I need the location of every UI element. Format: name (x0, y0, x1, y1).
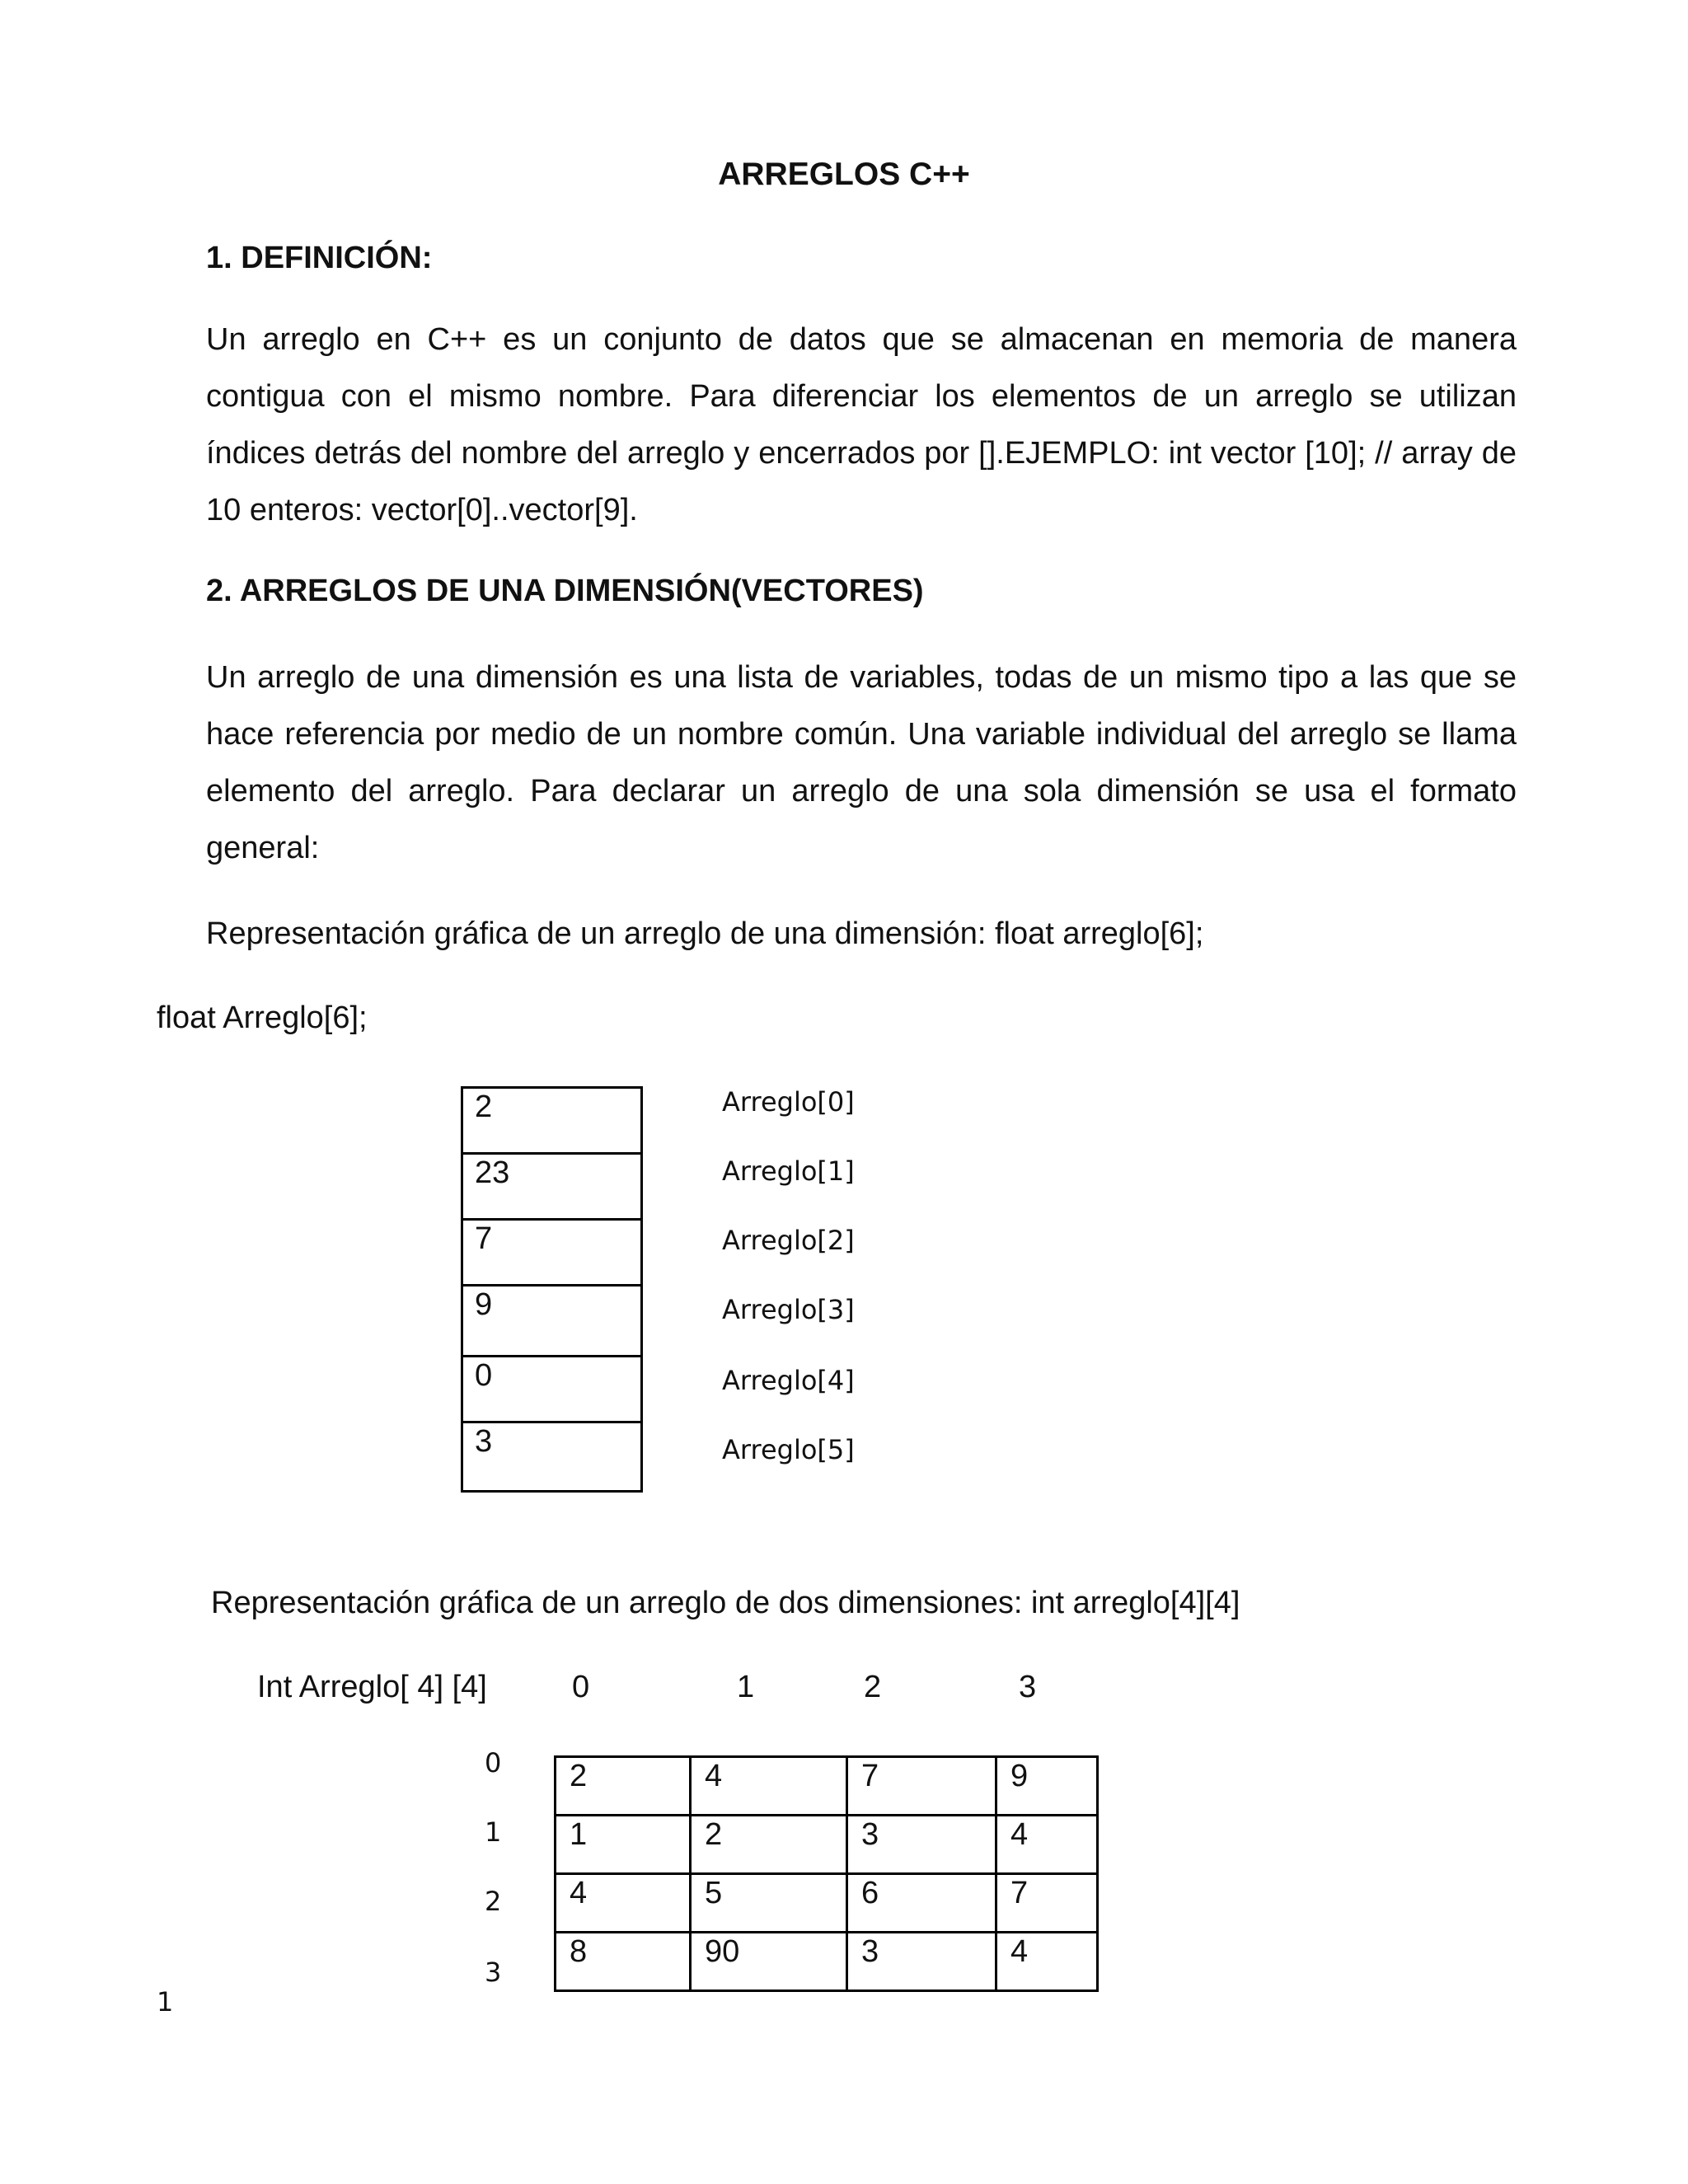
vector-row (462, 1357, 642, 1422)
matrix-cell: 1 (556, 1816, 691, 1874)
vector-label: Arreglo[0] (722, 1086, 855, 1118)
matrix-declaration: Int Arreglo[ 4] [4] (257, 1670, 487, 1704)
section-2-paragraph: Un arreglo de una dimensión es una lista de variables, todas de un mismo tipo a las que se hace referencia por medio de un nombre común. Una variable individual del arreglo se llama elemento del arreglo. Para declarar un arreglo de una sola dimensión se usa el formato general: (206, 660, 1517, 865)
vector-row (462, 1286, 642, 1357)
vector-row (462, 1220, 642, 1286)
section-1-paragraph: Un arreglo en C++ es un conjunto de datos que se almacenan en memoria de manera contigua con el mismo nombre. Para diferenciar los elementos de un arreglo se utilizan índices detrás del nombre del arreglo y encerrados por [].EJEMPLO: int vector [10]; // array de 10 enteros: vector[0]..vector[9]. (206, 322, 1517, 527)
vector-cell: 2 (462, 1088, 642, 1154)
matrix-cell: 6 (847, 1874, 996, 1933)
two-dimension-representation-line: Representación gráfica de un arreglo de dos dimensiones: int arreglo[4][4] (211, 1586, 1240, 1620)
vector-label: Arreglo[4] (722, 1365, 855, 1396)
matrix-cell: 5 (691, 1874, 847, 1933)
matrix-cell: 7 (996, 1874, 1098, 1933)
vector-row (462, 1422, 642, 1492)
matrix-cell: 4 (556, 1874, 691, 1933)
matrix-cell: 8 (556, 1933, 691, 1991)
row-index: 3 (485, 1957, 502, 1988)
matrix-cell: 4 (691, 1757, 847, 1816)
matrix-cell: 7 (847, 1757, 996, 1816)
vector-cell: 7 (462, 1220, 642, 1286)
vector-declaration: float Arreglo[6]; (157, 1001, 368, 1035)
vector-label: Arreglo[1] (722, 1155, 855, 1187)
section-2-heading: 2. ARREGLOS DE UNA DIMENSIÓN(VECTORES) (206, 574, 924, 608)
page-number: 1 (157, 1986, 174, 2018)
vector-label: Arreglo[3] (722, 1294, 855, 1325)
one-dimension-representation-line: Representación gráfica de un arreglo de una dimensión: float arreglo[6]; (206, 916, 1204, 951)
matrix-cell: 2 (691, 1816, 847, 1874)
vector-row (462, 1088, 642, 1154)
matrix-cell: 2 (556, 1757, 691, 1816)
matrix-row (556, 1874, 1098, 1933)
section-1-heading: 1. DEFINICIÓN: (206, 241, 433, 275)
row-index: 2 (485, 1886, 502, 1917)
vector-label: Arreglo[2] (722, 1225, 855, 1256)
column-index: 1 (737, 1670, 755, 1704)
matrix-table (554, 1755, 1099, 1992)
column-index: 0 (572, 1670, 590, 1704)
matrix-cell: 3 (847, 1816, 996, 1874)
row-index: 1 (485, 1816, 502, 1848)
column-index: 2 (864, 1670, 882, 1704)
matrix-cell: 90 (691, 1933, 847, 1991)
vector-cell: 23 (462, 1154, 642, 1220)
matrix-row (556, 1933, 1098, 1991)
column-index: 3 (1019, 1670, 1037, 1704)
vector-table (461, 1086, 643, 1493)
matrix-cell: 9 (996, 1757, 1098, 1816)
vector-cell: 0 (462, 1357, 642, 1422)
row-index: 0 (485, 1747, 502, 1779)
matrix-row (556, 1757, 1098, 1816)
vector-cell: 3 (462, 1422, 642, 1492)
matrix-row (556, 1816, 1098, 1874)
matrix-cell: 4 (996, 1933, 1098, 1991)
matrix-cell: 4 (996, 1816, 1098, 1874)
vector-row (462, 1154, 642, 1220)
vector-label: Arreglo[5] (722, 1434, 855, 1465)
vector-cell: 9 (462, 1286, 642, 1357)
page-title: ARREGLOS C++ (718, 157, 970, 192)
matrix-cell: 3 (847, 1933, 996, 1991)
